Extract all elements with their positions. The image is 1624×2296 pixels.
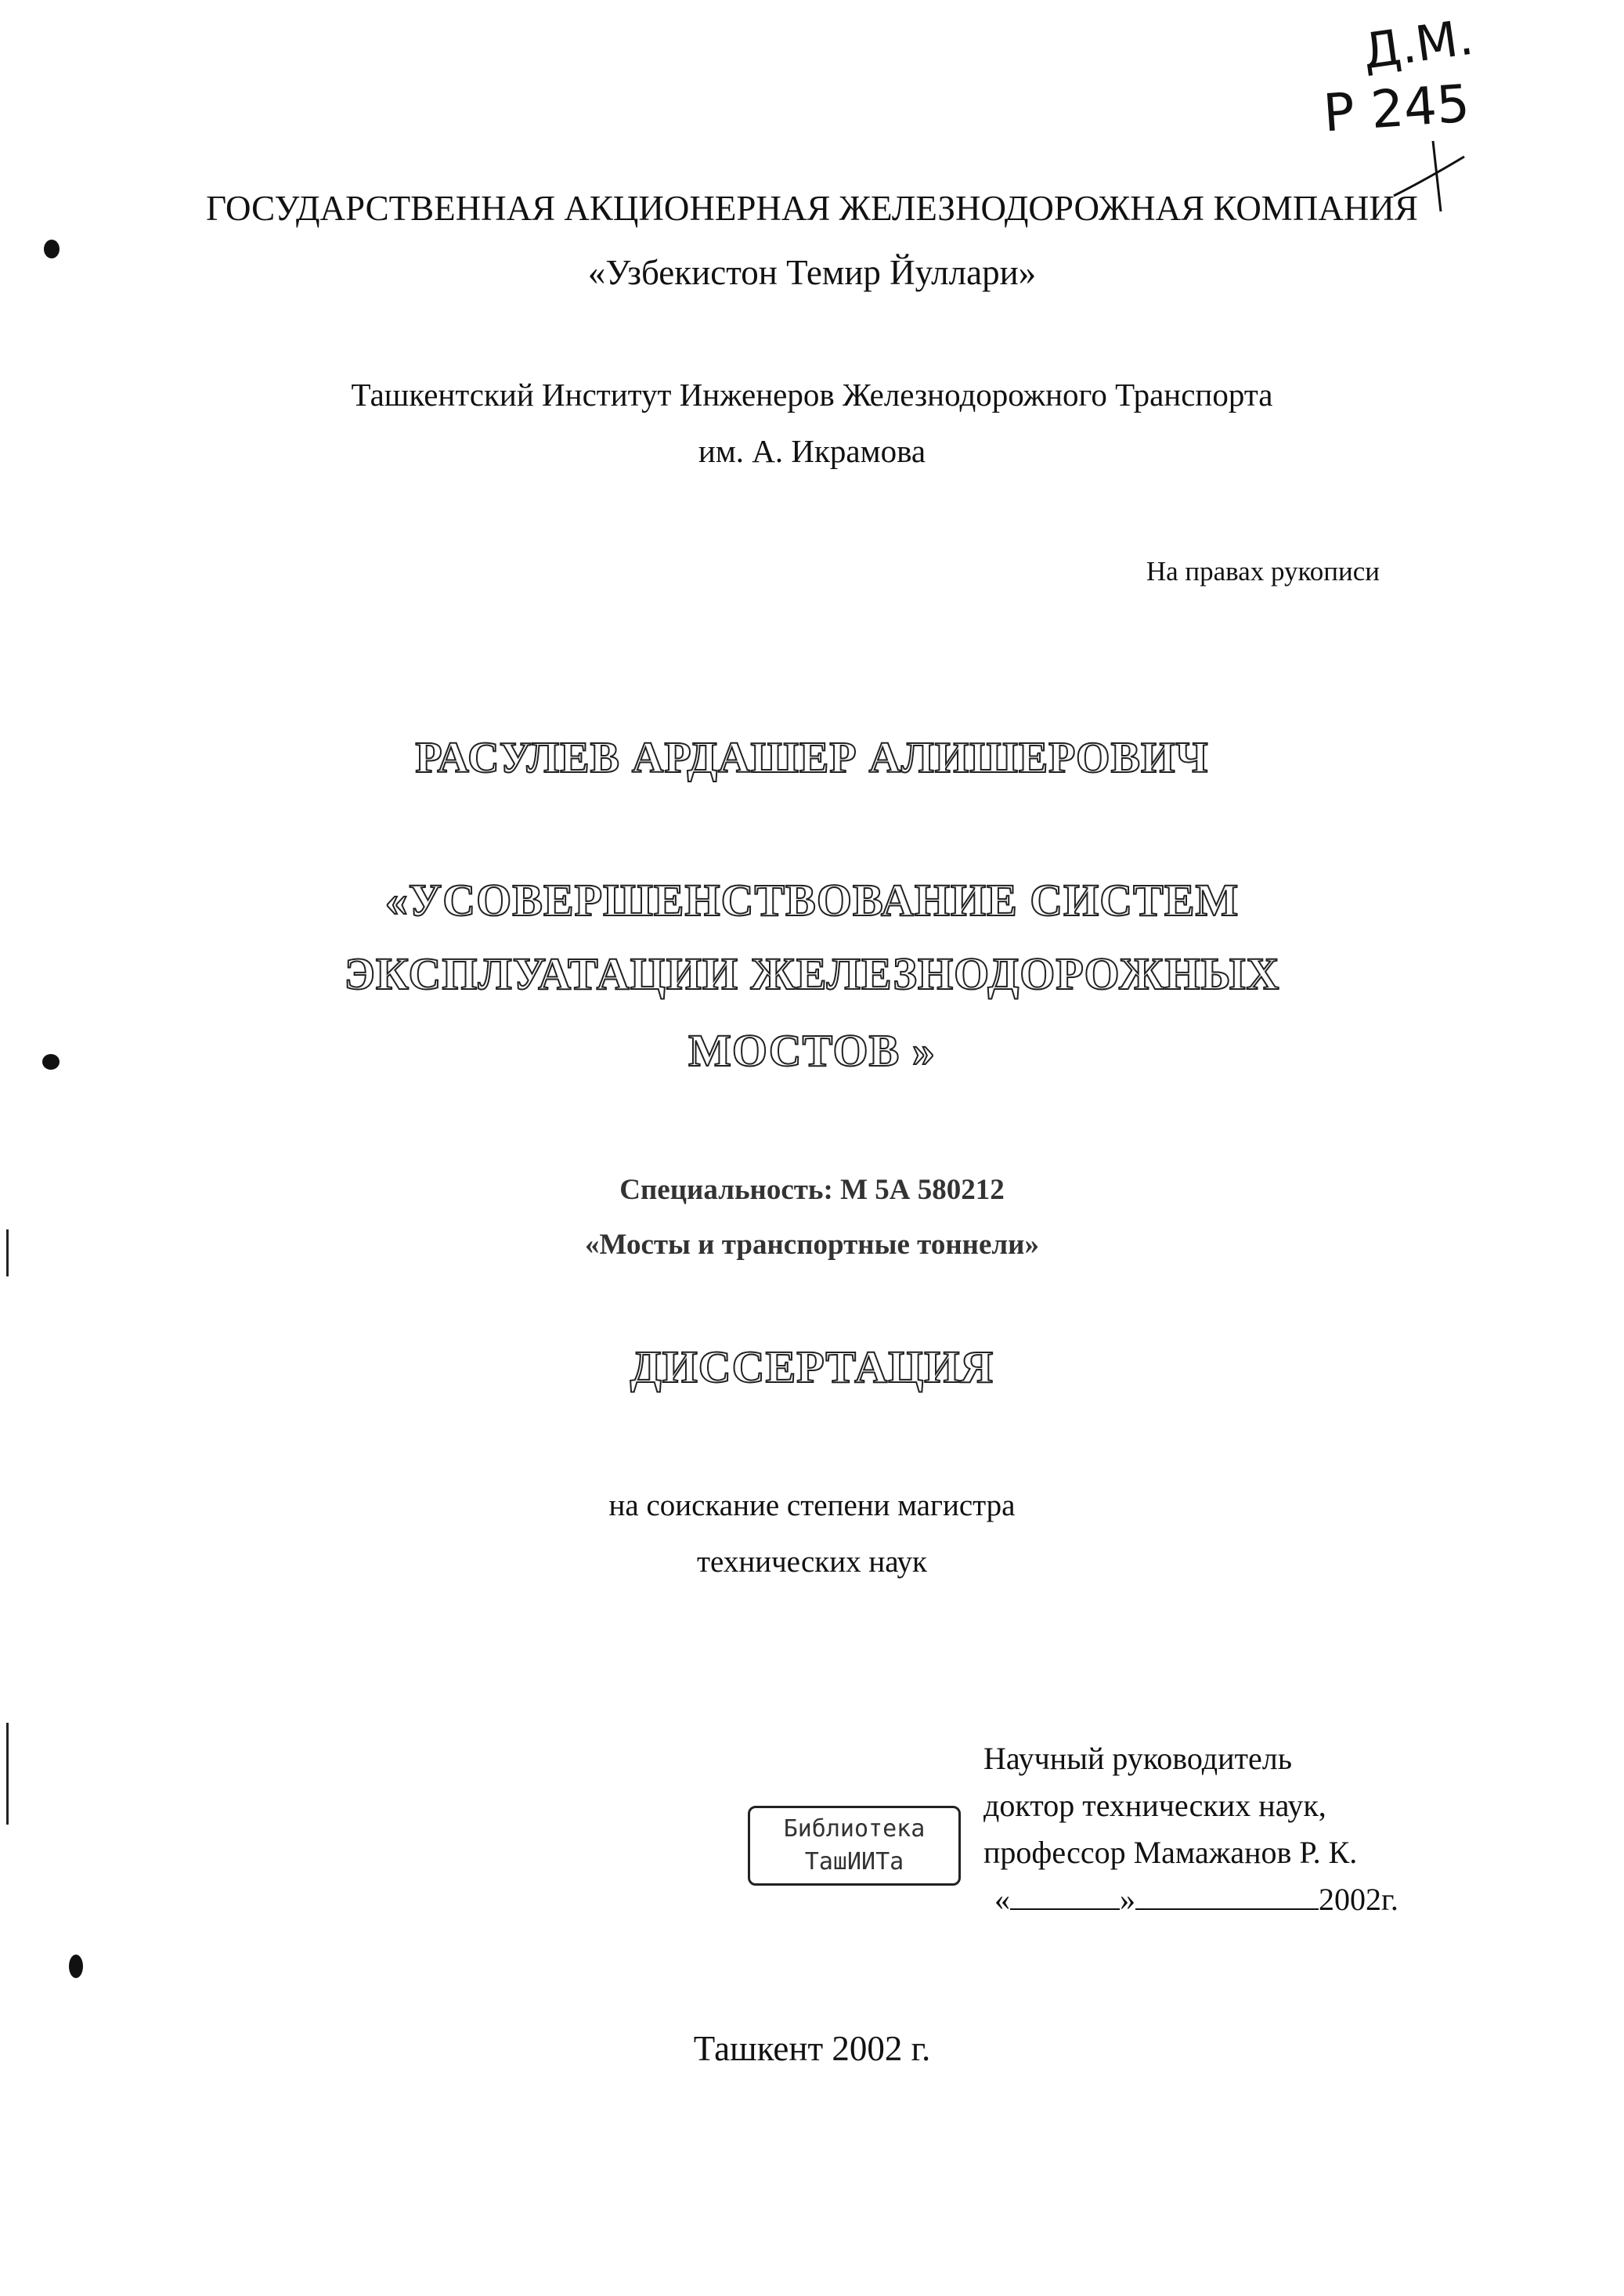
degree-line-1: на соискание степени магистра [608,1489,1016,1522]
date-day-blank [1010,1908,1120,1910]
stamp-line-2: ТашИИТа [804,1848,904,1875]
institute-dedication: им. А. Икрамова [698,433,926,469]
author-name: РАСУЛЕВ АРДАШЕР АЛИШЕРОВИЧ [415,734,1209,782]
title-line-3: МОСТОВ » [688,1025,936,1076]
date-month-blank [1135,1908,1319,1910]
place-and-year: Ташкент 2002 г. [693,2029,931,2068]
scan-speck [69,1955,83,1978]
date-year: 2002г. [1319,1882,1398,1917]
institute-name: Ташкентский Институт Инженеров Железнодорожного Транспорта [351,377,1273,413]
signature-date-line [983,1876,1398,1923]
specialty-name: «Мосты и транспортные тоннели» [585,1229,1039,1261]
stamp-line-1: Библиотека [783,1815,926,1843]
company-name: «Узбекистон Темир Йуллари» [587,253,1037,292]
handwritten-note-line1: Д.М. [1359,8,1477,81]
handwritten-note [1321,8,1558,196]
title-line-2: ЭКСПЛУАТАЦИИ ЖЕЛЕЗНОДОРОЖНЫХ [344,948,1280,999]
specialty-code: Специальность: М 5А 580212 [619,1174,1005,1206]
supervisor-block [983,1735,1398,1923]
company-heading: ГОСУДАРСТВЕННАЯ АКЦИОНЕРНАЯ ЖЕЛЕЗНОДОРОЖНАЯ КОМПАНИЯ [206,189,1418,228]
margin-line [6,1723,9,1825]
date-quote-close: » [1120,1882,1135,1917]
manuscript-rights: На правах рукописи [1146,556,1380,587]
supervisor-role: Научный руководитель [983,1741,1292,1776]
supervisor-name: профессор Мамажанов Р. К. [983,1835,1358,1870]
document-type: ДИССЕРТАЦИЯ [630,1341,994,1392]
title-line-1: «УСОВЕРШЕНСТВОВАНИЕ СИСТЕМ [384,875,1240,926]
date-quote-open: « [994,1882,1010,1917]
supervisor-degree: доктор технических наук, [983,1788,1326,1823]
library-stamp [748,1806,961,1886]
degree-line-2: технических наук [696,1545,927,1579]
handwritten-note-line2: Р 245 [1321,73,1472,144]
